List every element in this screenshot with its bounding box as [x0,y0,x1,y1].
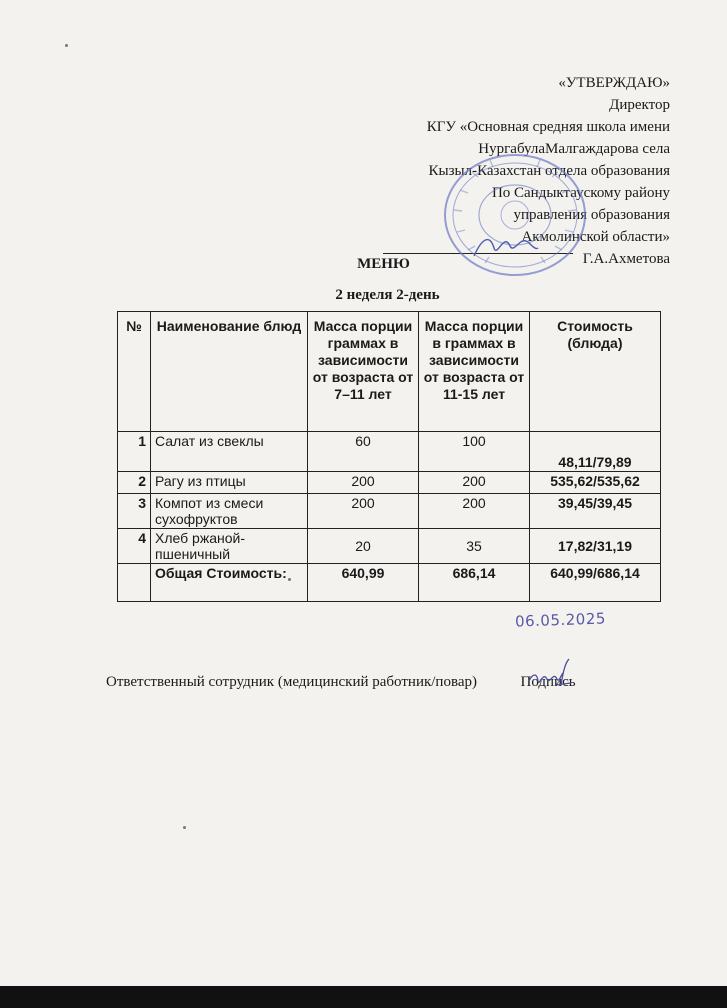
document-subtitle: 2 неделя 2-день [335,287,440,303]
row-num: 2 [118,472,151,494]
table-total-row [118,564,661,602]
row-mass-11-15: 35 [419,529,530,564]
handwritten-date: 06.05.2025 [514,609,607,631]
row-num: 3 [118,494,151,529]
row-cost: 17,82/31,19 [530,529,661,564]
approval-org-line-4: По Сандыктаускому району [491,185,670,201]
row-mass-11-15: 100 [419,432,530,472]
row-cost: 535,62/535,62 [530,472,661,494]
row-num: 1 [118,432,151,472]
total-mass-7-11: 640,99 [308,564,419,602]
header-mass-7-11: Масса порции граммах в зависимости от возраста от 7–11 лет [308,312,419,432]
total-num-cell [118,564,151,602]
table-header-row [118,312,661,432]
header-dish-name: Наименование блюд [151,312,308,432]
header-cost: Стоимость (блюда) [530,312,661,432]
responsible-text: Ответственный сотрудник (медицинский работник/повар) [106,674,477,690]
scan-speck [288,578,291,581]
total-label: Общая Стоимость: [151,564,308,602]
table-row [118,472,661,494]
approval-org-line-1: КГУ «Основная средняя школа имени [426,119,670,135]
staff-signature-icon [525,655,575,695]
signature-label: Подпись [520,674,576,690]
total-mass-11-15: 686,14 [419,564,530,602]
header-num: № [118,312,151,432]
approval-org-line-2: НургабулаМалгаждарова села [478,141,670,157]
table-row [118,494,661,529]
row-cost: 39,45/39,45 [530,494,661,529]
row-mass-7-11: 200 [308,494,419,529]
total-cost: 640,99/686,14 [530,564,661,602]
row-mass-7-11: 20 [308,529,419,564]
row-dish-name: Компот из смеси сухофруктов [151,494,308,529]
row-cost: 48,11/79,89 [530,432,661,472]
approval-org-line-6: Акмолинской области» [521,229,670,245]
approval-signer-name: Г.А.Ахметова [582,251,670,267]
row-dish-name: Хлеб ржаной-пшеничный [151,529,308,564]
scan-speck [65,44,68,47]
table-row [118,529,661,564]
approval-position: Директор [609,97,670,113]
approval-org-line-5: управления образования [513,207,670,223]
approval-org-line-3: Кызыл-Казахстан отдела образования [428,163,670,179]
scan-speck [183,826,186,829]
document-title: МЕНЮ [357,256,410,272]
row-mass-7-11: 200 [308,472,419,494]
row-dish-name: Салат из свеклы [151,432,308,472]
approval-heading: «УТВЕРЖДАЮ» [558,75,670,91]
row-mass-7-11: 60 [308,432,419,472]
row-mass-11-15: 200 [419,472,530,494]
menu-table [117,311,661,602]
scan-edge-bar [0,986,727,1008]
responsible-line [106,674,686,691]
row-num: 4 [118,529,151,564]
header-mass-11-15: Масса порции в граммах в зависимости от возраста от 11-15 лет [419,312,530,432]
table-row [118,432,661,472]
row-dish-name: Рагу из птицы [151,472,308,494]
row-mass-11-15: 200 [419,494,530,529]
